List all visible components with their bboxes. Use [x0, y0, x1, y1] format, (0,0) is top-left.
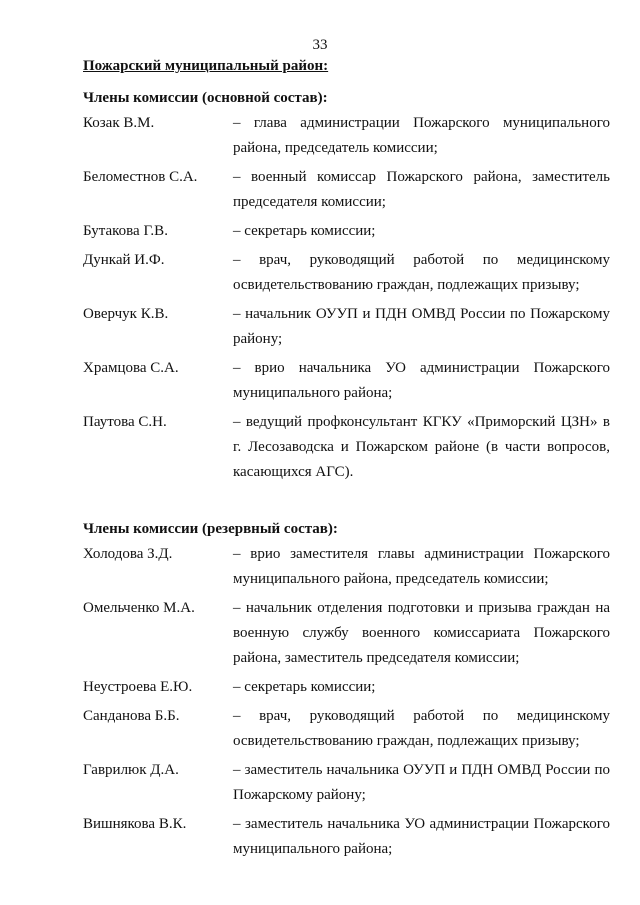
- member-row: [83, 410, 610, 485]
- member-role: – заместитель начальника УО администрации Пожарского муниципального района;: [233, 816, 610, 857]
- member-name: Санданова Б.Б.: [83, 708, 180, 724]
- member-name: Гаврилюк Д.А.: [83, 762, 179, 778]
- member-name: Паутова С.Н.: [83, 414, 167, 430]
- member-row: [83, 596, 610, 671]
- member-row: [83, 758, 610, 808]
- member-row: [83, 165, 610, 215]
- member-role: – военный комиссар Пожарского района, заместитель председателя комиссии;: [233, 169, 610, 210]
- member-name: Холодова З.Д.: [83, 546, 173, 562]
- member-role: – заместитель начальника ОУУП и ПДН ОМВД России по Пожарскому району;: [233, 762, 610, 803]
- district-title: Пожарский муниципальный район:: [83, 58, 329, 74]
- member-row: [83, 111, 610, 161]
- document-body: [83, 54, 610, 866]
- member-role: – врач, руководящий работой по медицинскому освидетельствованию граждан, подлежащих призыву;: [233, 252, 610, 293]
- member-role: – врио начальника УО администрации Пожарского муниципального района;: [233, 360, 610, 401]
- member-row: [83, 812, 610, 862]
- member-name: Козак В.М.: [83, 115, 155, 131]
- member-role: – ведущий профконсультант КГКУ «Приморский ЦЗН» в г. Лесозаводска и Пожарском районе (в части вопросов, касающихся АГС).: [233, 414, 610, 480]
- member-name: Омельченко М.А.: [83, 600, 195, 616]
- member-role: – начальник ОУУП и ПДН ОМВД России по Пожарскому району;: [233, 306, 610, 347]
- member-name: Храмцова С.А.: [83, 360, 179, 376]
- member-row: [83, 675, 610, 700]
- section-title-main: Члены комиссии (основной состав):: [83, 90, 328, 106]
- member-role: – секретарь комиссии;: [233, 679, 376, 695]
- member-row: [83, 704, 610, 754]
- reserve-members-section: [83, 517, 610, 862]
- page-number: 33: [312, 37, 328, 53]
- member-name: Оверчук К.В.: [83, 306, 169, 322]
- member-name: Бутакова Г.В.: [83, 223, 168, 239]
- member-role: – врач, руководящий работой по медицинскому освидетельствованию граждан, подлежащих призыву;: [233, 708, 610, 749]
- member-name: Беломестнов С.А.: [83, 169, 198, 185]
- section-gap: [83, 489, 610, 517]
- member-name: Дункай И.Ф.: [83, 252, 165, 268]
- member-row: [83, 356, 610, 406]
- member-list-main: [83, 111, 610, 485]
- member-role: – врио заместителя главы администрации Пожарского муниципального района, председатель комиссии;: [233, 546, 610, 587]
- member-row: [83, 248, 610, 298]
- member-role: – секретарь комиссии;: [233, 223, 376, 239]
- member-role: – начальник отделения подготовки и призыва граждан на военную службу военного комиссариата Пожарского района, заместитель председателя комиссии;: [233, 600, 610, 666]
- member-row: [83, 219, 610, 244]
- main-members-section: [83, 86, 610, 485]
- section-title-reserve: Члены комиссии (резервный состав):: [83, 521, 338, 537]
- member-row: [83, 302, 610, 352]
- member-list-reserve: [83, 542, 610, 862]
- member-name: Вишнякова В.К.: [83, 816, 187, 832]
- member-name: Неустроева Е.Ю.: [83, 679, 193, 695]
- member-row: [83, 542, 610, 592]
- member-role: – глава администрации Пожарского муниципального района, председатель комиссии;: [233, 115, 610, 156]
